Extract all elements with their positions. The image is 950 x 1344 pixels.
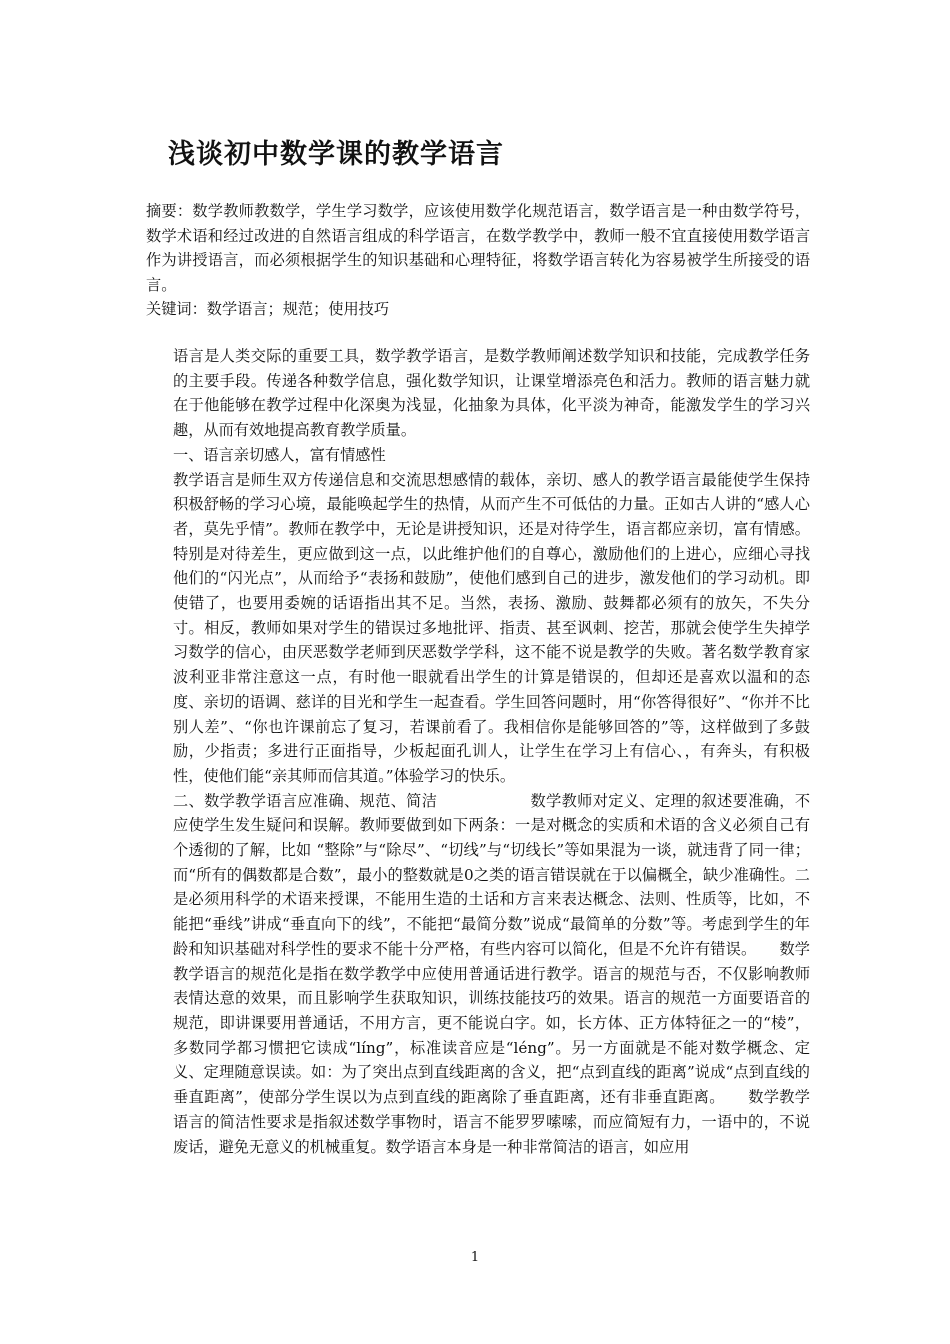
keywords: 关键词：数学语言；规范；使用技巧 — [146, 300, 389, 318]
document-title: 浅谈初中数学课的教学语言 — [168, 139, 504, 170]
page-number: 1 — [470, 1250, 480, 1265]
paragraph-section-1: 教学语言是师生双方传递信息和交流思想感情的载体，亲切、感人的教学语言最能使学生保持积极舒畅的学习心境，最能唤起学生的热情，从而产生不可低估的力量。正如古人讲的“感人心者，莫先乎情”。教师在教学中，无论是讲授知识，还是对待学生，语言都应亲切，富有情感。特别是对待差生，更应做到这一点，以此维护他们的自尊心，激励他们的上进心，应细心寻找他们的“闪光点”，从而给予“表扬和鼓励”，使他们感到自己的进步，激发他们的学习动机。即使错了，也要用委婉的话语指出其不足。当然，表扬、激励、鼓舞都必须有的放矢，不失分寸。相反，教师如果对学生的错误过多地批评、指责、甚至讽刺、挖苦，那就会使学生失掉学习数学的信心，由厌恶数学老师到厌恶数学学科，这不能不说是教学的失败。著名数学教育家波利亚非常注意这一点，有时他一眼就看出学生的计算是错误的，但却还是喜欢以温和的态度、亲切的语调、慈详的目光和学生一起查看。学生回答问题时，用“你答得很好”、“你并不比别人差”、“你也许课前忘了复习，若课前看了。我相信你是能够回答的”等，这样做到了多鼓励，少指责；多进行正面指导，少板起面孔训人，让学生在学习上有信心、，有奔头，有积极性，使他们能“亲其师而信其道。”体验学习的快乐。 — [173, 470, 810, 785]
abstract: 摘要：数学教师教数学，学生学习数学，应该使用数学化规范语言，数学语言是一种由数学符号，数学术语和经过改进的自然语言组成的科学语言，在数学教学中，教师一般不宜直接使用数学语言作为讲授语言，而必须根据学生的知识基础和心理特征，将数学语言转化为容易被学生所接受的语言。 — [146, 202, 810, 294]
body-text — [173, 344, 810, 1159]
paragraph-intro: 语言是人类交际的重要工具，数学教学语言，是数学教师阐述数学知识和技能，完成教学任务的主要手段。传递各种数学信息，强化数学知识，让课堂增添亮色和活力。教师的语言魅力就在于他能够在教学过程中化深奥为浅显，化抽象为具体，化平淡为神奇，能激发学生的学习兴趣，从而有效地提高教育教学质量。 — [173, 347, 810, 440]
section-heading-1: 一、语言亲切感人，富有情感性 — [173, 445, 386, 464]
paragraph-section-2: 二、数学教学语言应准确、规范、简洁 数学教师对定义、定理的叙述要准确，不应使学生发生疑问和误解。教师要做到如下两条：一是对概念的实质和术语的含义必须自己有个透彻的了解，比如 “整除”与“除尽”、“切线”与“切线长”等如果混为一谈，就违背了同一律；而“所有的偶数都是合数”，最小的整数就是0之类的语言错误就在于以偏概全，缺少准确性。二是必须用科学的术语来授课，不能用生造的土话和方言来表达概念、法则、性质等，比如，不能把“垂线”讲成“垂直向下的线”，不能把“最简分数”说成“最简单的分数”等。考虑到学生的年龄和知识基础对科学性的要求不能十分严格，有些内容可以简化，但是不允许有错误。 数学教学语言的规范化是指在数学教学中应使用普通话进行教学。语言的规范与否，不仅影响教师表情达意的效果，而且影响学生获取知识，训练技能技巧的效果。语言的规范一方面要语音的规范，即讲课要用普通话，不用方言，更不能说白字。如，长方体、正方体特征之一的“棱”，多数同学都习惯把它读成“líng”，标准读音应是“léng”。另一方面就是不能对数学概念、定义、定理随意误读。如：为了突出点到直线距离的含义，把“点到直线的距离”说成“点到直线的垂直距离”，使部分学生误以为点到直线的距离除了垂直距离，还有非垂直距离。 数学教学语言的简洁性要求是指叙述数学事物时，语言不能罗罗嗦嗦，而应简短有力，一语中的，不说废话，避免无意义的机械重复。数学语言本身是一种非常简洁的语言，如应用 — [173, 791, 810, 1156]
